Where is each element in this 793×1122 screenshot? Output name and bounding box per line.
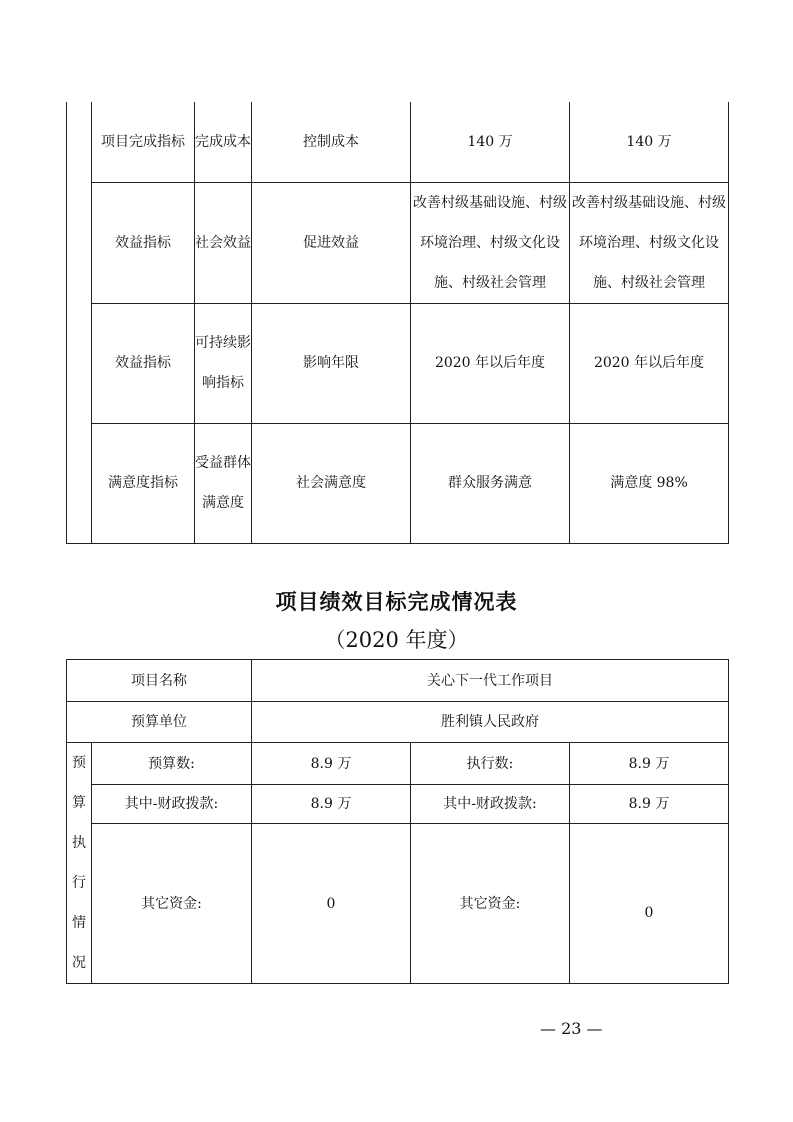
table-row [67,303,729,423]
other-funds-value-2: 0 [570,824,729,984]
actual-cell: 140 万 [570,102,729,182]
category-cell: 效益指标 [92,182,195,303]
actual-cell: 2020 年以后年度 [570,303,729,423]
fiscal-allocation-label: 其中-财政拨款: [92,785,252,824]
other-funds-label-2: 其它资金: [411,824,570,984]
fiscal-allocation-value: 8.9 万 [252,785,411,824]
target-cell: 2020 年以后年度 [411,303,570,423]
target-cell: 改善村级基础设施、村级环境治理、村级文化设施、村级社会管理 [411,182,570,303]
table-row [67,660,729,702]
budget-value: 8.9 万 [252,743,411,785]
table-row [67,102,729,182]
actual-cell: 满意度 98% [570,423,729,543]
indicator-cell: 促进效益 [252,182,411,303]
target-cell: 140 万 [411,102,570,182]
actual-cell: 改善村级基础设施、村级环境治理、村级文化设施、村级社会管理 [570,182,729,303]
page-subtitle: （2020 年度） [324,628,469,652]
table-row [67,423,729,543]
fiscal-allocation-label-2: 其中-财政拨款: [411,785,570,824]
budget-unit-value: 胜利镇人民政府 [252,702,729,743]
sub-category-cell: 可持续影响指标 [195,303,252,423]
indicator-cell: 控制成本 [252,102,411,182]
performance-indicator-table [66,102,729,544]
table-row [67,702,729,743]
indicator-cell: 影响年限 [252,303,411,423]
fiscal-allocation-value-2: 8.9 万 [570,785,729,824]
page-number: — 23 — [540,1019,603,1038]
category-cell: 效益指标 [92,303,195,423]
table-row [67,743,729,785]
table-row [67,824,729,984]
other-funds-label: 其它资金: [92,824,252,984]
budget-unit-label: 预算单位 [67,702,252,743]
sub-category-cell: 受益群体满意度 [195,423,252,543]
execution-value: 8.9 万 [570,743,729,785]
target-cell: 群众服务满意 [411,423,570,543]
budget-execution-side-label: 预算执行情况 [67,743,92,984]
table-row [67,785,729,824]
page-title: 项目绩效目标完成情况表 [275,590,518,614]
table-row [67,182,729,303]
project-name-value: 关心下一代工作项目 [252,660,729,702]
execution-label: 执行数: [411,743,570,785]
category-cell: 满意度指标 [92,423,195,543]
project-name-label: 项目名称 [67,660,252,702]
sub-category-cell: 完成成本 [195,102,252,182]
other-funds-value: 0 [252,824,411,984]
budget-execution-table [66,659,729,984]
left-margin-cell [67,102,92,543]
budget-label: 预算数: [92,743,252,785]
indicator-cell: 社会满意度 [252,423,411,543]
sub-category-cell: 社会效益 [195,182,252,303]
category-cell: 项目完成指标 [92,102,195,182]
